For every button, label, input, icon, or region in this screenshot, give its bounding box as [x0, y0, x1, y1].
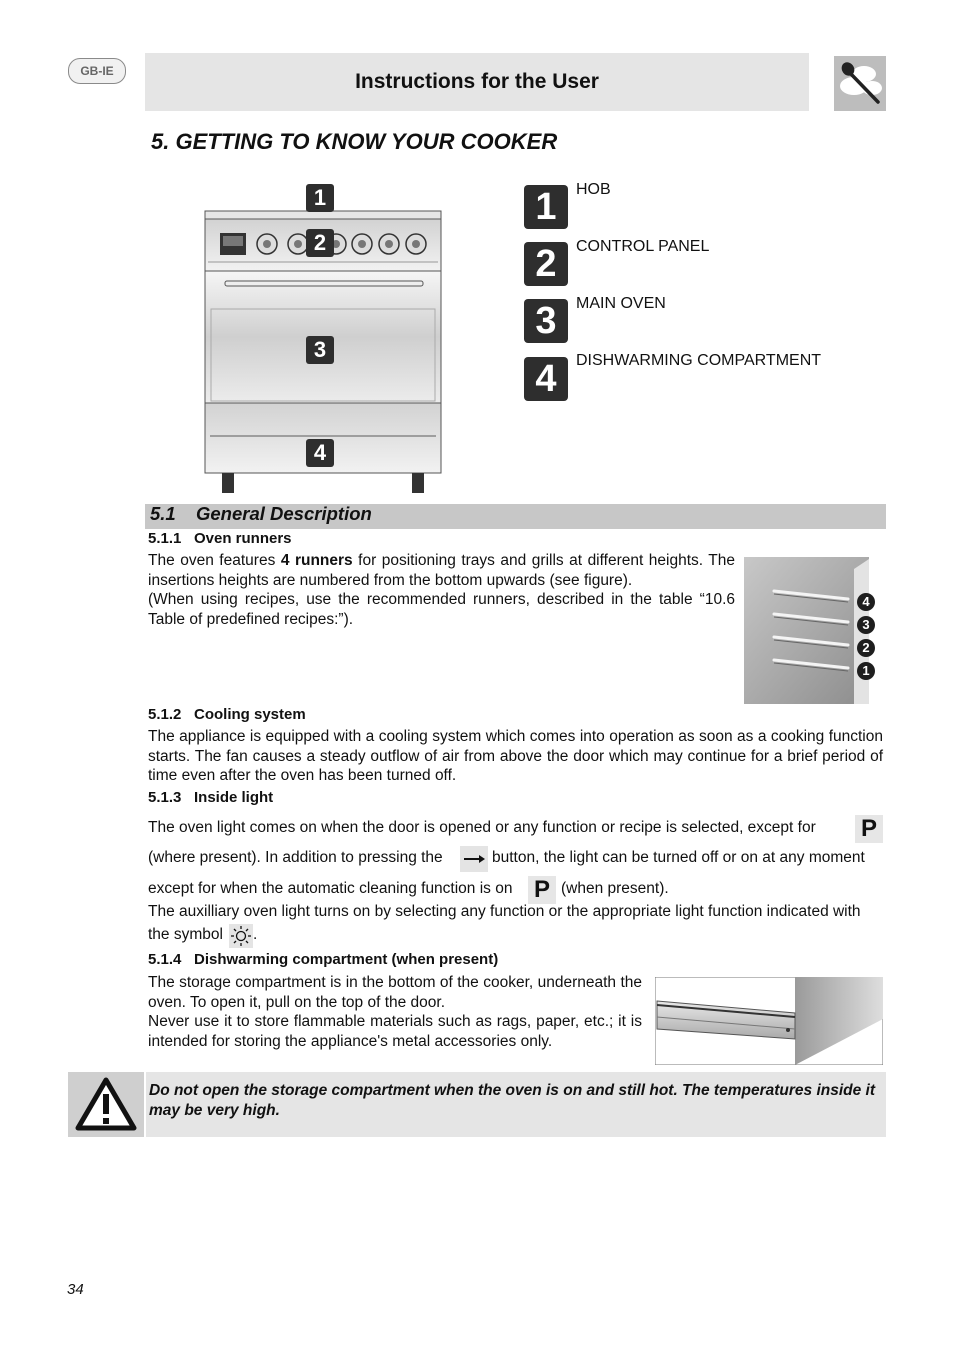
runners-text-a: The oven features — [148, 552, 281, 569]
dishwarming-figure — [655, 977, 883, 1065]
legend-label-hob: HOB — [576, 181, 611, 198]
p-symbol-icon: P — [528, 876, 556, 904]
legend-number-4: 4 — [524, 357, 568, 401]
language-badge: GB-IE — [68, 58, 126, 84]
section-title: 5. GETTING TO KNOW YOUR COOKER — [151, 129, 558, 154]
runners-text-b: for positioning trays and grills at different heights. The insertions heights are numbered from the bottom upwards (see figure). — [148, 552, 736, 589]
legend-number-3: 3 — [524, 299, 568, 343]
runner-label-3: 3 — [857, 616, 875, 634]
warning-triangle-icon — [68, 1072, 144, 1137]
warning-icon-box — [68, 1072, 144, 1137]
heading-number: 5.1.4 — [148, 951, 182, 968]
heading-oven-runners — [148, 530, 292, 547]
runner-label-2: 2 — [857, 639, 875, 657]
heading-inside-light — [148, 789, 273, 806]
runners-paragraph — [148, 551, 735, 629]
legend-label-main-oven: MAIN OVEN — [576, 295, 666, 312]
light-bulb-icon — [229, 924, 253, 948]
cooker-label-3: 3 — [306, 336, 334, 364]
dishwarming-text-2: Never use it to store flammable materials such as rags, paper, etc.; it is intended for storing the appliance's metal accessories only. — [148, 1013, 642, 1050]
dishwarming-text-1: The storage compartment is in the bottom of the cooker, underneath the oven. To open it, pull on the top of the door. — [148, 974, 642, 1011]
light-line-2b: button, the light can be turned off or on at any moment — [492, 849, 865, 866]
heading-text: Oven runners — [194, 530, 292, 547]
light-line-1: The oven light comes on when the door is opened or any function or recipe is selected, except for — [148, 819, 816, 836]
p-symbol-icon: P — [855, 815, 883, 843]
chef-spoon-icon — [834, 56, 886, 111]
subsection-title — [150, 503, 372, 525]
header-title: Instructions for the User — [355, 70, 599, 93]
light-line-5b: . — [253, 926, 258, 943]
cooker-label-4: 4 — [306, 439, 334, 467]
arrow-right-icon — [460, 846, 488, 872]
heading-text: Cooling system — [194, 706, 306, 723]
light-line-4: The auxilliary oven light turns on by selecting any function or the appropriate light function indicated with — [148, 903, 861, 920]
runners-text-bold: 4 runners — [280, 552, 353, 569]
legend-label-dishwarming: DISHWARMING COMPARTMENT — [576, 352, 822, 369]
header-bar — [145, 53, 809, 111]
heading-number: 5.1.1 — [148, 530, 182, 547]
light-line-3a: except for when the automatic cleaning function is on — [148, 880, 513, 897]
legend-number-1: 1 — [524, 185, 568, 229]
heading-number: 5.1.2 — [148, 706, 182, 723]
oven-runners-figure — [744, 557, 879, 704]
runners-text-c: (When using recipes, use the recommended runners, described in the table “10.6 Table of predefined recipes:”). — [148, 591, 735, 628]
cooker-illustration — [198, 183, 448, 495]
subsection-title-text: General Description — [196, 503, 372, 524]
legend-label-control-panel: CONTROL PANEL — [576, 238, 710, 255]
light-line-3b: (when present). — [561, 880, 669, 897]
subsection-number: 5.1 — [150, 503, 176, 524]
warning-text: Do not open the storage compartment when the oven is on and still hot. The temperatures inside it may be very high. — [149, 1082, 876, 1119]
page-number: 34 — [67, 1281, 84, 1298]
cooker-label-2: 2 — [306, 229, 334, 257]
cooker-label-1: 1 — [306, 184, 334, 212]
runner-label-1: 1 — [857, 662, 875, 680]
light-line-5a: the symbol — [148, 926, 223, 943]
runner-label-4: 4 — [857, 593, 875, 611]
dishwarming-paragraph — [148, 973, 642, 1051]
light-line-2a: (where present). In addition to pressing the — [148, 849, 443, 866]
heading-dishwarming — [148, 951, 498, 968]
heading-text: Dishwarming compartment (when present) — [194, 951, 499, 968]
heading-number: 5.1.3 — [148, 789, 182, 806]
cooling-paragraph: The appliance is equipped with a cooling system which comes into operation as soon as a cooking function starts. The fan causes a steady outflow of air from above the door which may continue for a brief period of time even after the oven has been turned off. — [148, 728, 883, 784]
heading-cooling-system — [148, 706, 306, 723]
legend-number-2: 2 — [524, 242, 568, 286]
heading-text: Inside light — [194, 789, 274, 806]
